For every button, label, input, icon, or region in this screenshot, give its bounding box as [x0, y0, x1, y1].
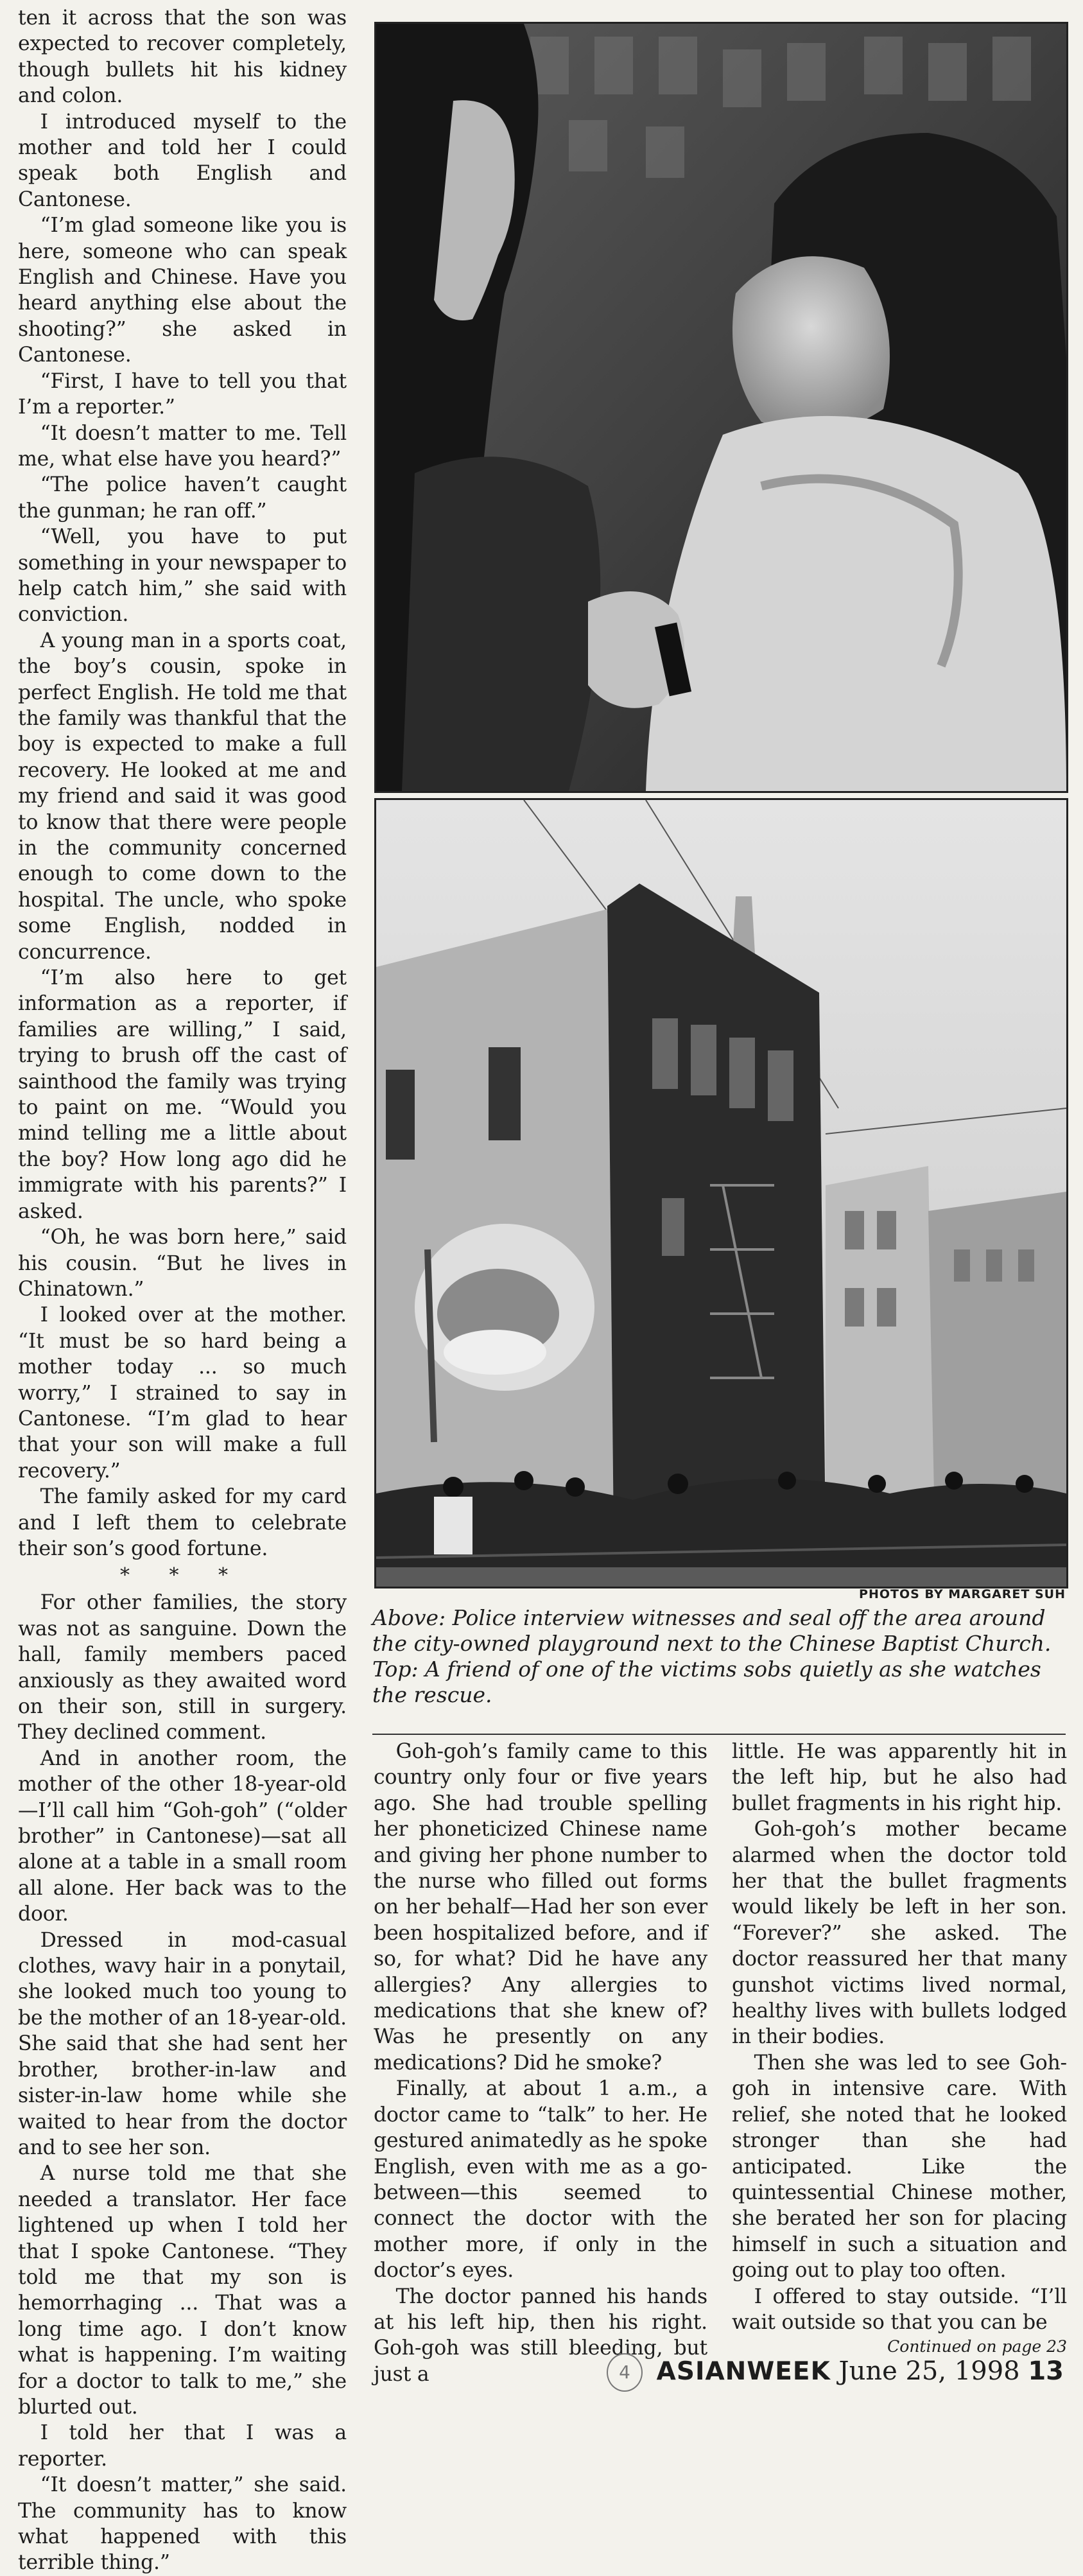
issue-date: June 25, 1998 — [838, 2356, 1020, 2386]
section-separator: * * * — [119, 1564, 245, 1587]
paragraph: “I’m glad someone like you is here, someone who can speak English and Chinese. Have you heard anything else about the shooting?” she asked in Cantonese. — [18, 214, 347, 367]
publication-name: ASIANWEEK — [656, 2357, 831, 2386]
continued-note: Continued on page 23 — [887, 2337, 1067, 2356]
paragraph: And in another room, the mother of the other 18-year-old—I’ll call him “Goh-goh” (“older brother” in Cantonese)—sat all alone at a table in a small room all alone. Her back was to the door. — [18, 1746, 347, 1926]
paragraph: Then she was led to see Goh-goh in intensive care. With relief, she noted that he looked stronger than she had anticipated. Like the quintessential Chinese mother, she berated her son for placing himself in such a situation and going out to play too often. — [732, 2051, 1067, 2283]
paragraph: The family asked for my card and I left them to celebrate their son’s good fortune. — [18, 1485, 347, 1560]
article-column-middle — [374, 1739, 707, 2386]
paragraph: Goh-goh’s mother became alarmed when the doctor told her that the bullet fragments would likely be left in her son. “Forever?” she asked. The doctor reassured her that many gunshot victims lived normal, healthy lives with bullets lodged in their bodies. — [732, 1818, 1067, 2049]
page-footer — [657, 2356, 1064, 2386]
paragraph: “It doesn’t matter,” she said. The community has to know what happened with this terrible thing.” — [18, 2473, 347, 2575]
paragraph: Finally, at about 1 a.m., a doctor came to “talk” to her. He gestured animatedly as he spoke English, even with me as a go-between—this seemed to connect the doctor with the mother more, if only in the doctor’s eyes. — [374, 2077, 707, 2283]
paragraph: “It doesn’t matter to me. Tell me, what else have you heard?” — [18, 421, 347, 471]
page-number: 13 — [1028, 2356, 1064, 2386]
left-part2 — [18, 1590, 347, 2575]
paragraph: “Well, you have to put something in your newspaper to help catch him,” she said with conviction. — [18, 525, 347, 627]
paragraph: Dressed in mod-casual clothes, wavy hair in a ponytail, she looked much too young to be the mother of an 18-year-old. She said that she had sent her brother, brother-in-law and sister-in-law home while she waited to hear from the doctor and to see her son. — [18, 1928, 347, 2159]
paragraph: little. He was apparently hit in the left hip, but he also had bullet fragments in his right hip. — [732, 1740, 1067, 1815]
photo-burned-building — [374, 798, 1068, 1588]
paragraph: “First, I have to tell you that I’m a reporter.” — [18, 369, 347, 419]
paragraph: Goh-goh’s family came to this country only four or five years ago. She had trouble spelling her phoneticized Chinese name and giving her phone number to the nurse who filled out forms on her behalf—Had her son ever been hospitalized before, and if so, for what? Did he have any allergies? Any allergies to medications that she knew of? Was he presently on any medications? Did he smoke? — [374, 1740, 707, 2075]
paragraph: A young man in a sports coat, the boy’s cousin, spoke in perfect English. He told me that the family was thankful that the boy is expected to make a full recovery. He looked at me and my friend and said it was good to know that there were people in the community concerned enough to come down to the hospital. The uncle, who spoke some English, nodded in concurrence. — [18, 629, 347, 964]
article-column-right — [732, 1739, 1067, 2356]
paragraph: The doctor panned his hands at his left hip, then his right. Goh-goh was still bleeding, but just a — [374, 2284, 707, 2386]
right-paragraphs — [732, 1739, 1067, 2335]
photo-credit: PHOTOS BY MARGARET SUH — [859, 1587, 1066, 1601]
paragraph: I introduced myself to the mother and told her I could speak both English and Cantonese. — [18, 110, 347, 211]
paragraph: “I’m also here to get information as a reporter, if families are willing,” I said, trying to brush off the cast of sainthood the family was trying to paint on me. “Would you mind telling me a little about the boy? How long ago did he immigrate with his parents?” I asked. — [18, 966, 347, 1223]
article-column-left — [18, 5, 347, 2575]
photo-top-mourners — [374, 22, 1068, 793]
left-part1 — [18, 5, 347, 1562]
paragraph: A nurse told me that she needed a translator. Her face lightened up when I told her that I spoke Cantonese. “They told me that my son is hemorrhaging ... That was a long time ago. I don’t know what is happening. I’m waiting for a doctor to talk to me,” she blurted out. — [18, 2162, 347, 2419]
paragraph: “Oh, he was born here,” said his cousin. “But he lives in Chinatown.” — [18, 1226, 347, 1301]
paragraph: I offered to stay outside. “I’ll wait outside so that you can be — [732, 2284, 1067, 2334]
paragraph: I looked over at the mother. “It must be so hard being a mother today ... so much worry,” I strained to say in Cantonese. “I’m glad to hear that your son will make a full recovery.” — [18, 1303, 347, 1483]
paragraph: For other families, the story was not as sanguine. Down the hall, family members paced anxiously as they awaited word on their son, still in surgery. They declined comment. — [18, 1591, 347, 1745]
paragraph: I told her that I was a reporter. — [18, 2421, 347, 2471]
paragraph: “The police haven’t caught the gunman; he ran off.” — [18, 473, 347, 523]
folio-mark: 4 — [607, 2353, 643, 2392]
caption-rule — [372, 1734, 1066, 1735]
photo-caption: Above: Police interview witnesses and seal off the area around the city-owned playground next to the Chinese Baptist Church. Top: A friend of one of the victims sobs quietly as she watches the rescue. — [372, 1605, 1052, 1707]
paragraph: ten it across that the son was expected to recover completely, though bullets hit his kidney and colon. — [18, 6, 347, 108]
